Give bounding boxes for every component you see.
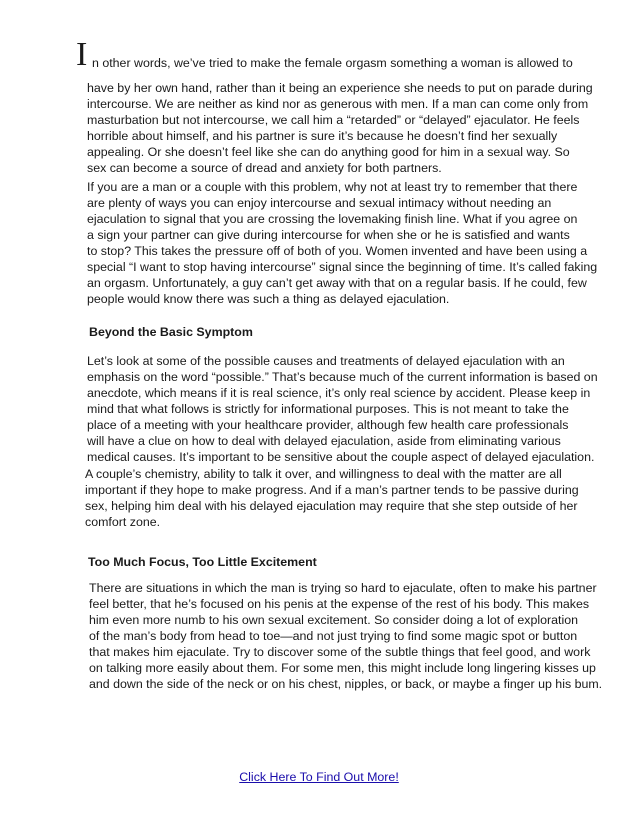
paragraph-line: people would know there was such a thing as delayed ejaculation. [87,292,450,306]
paragraph-line: masturbation but not intercourse, we call him a “retarded” or “delayed” ejaculator. He feels [87,113,580,127]
section-heading: Beyond the Basic Symptom [89,325,253,339]
paragraph-line: will have a clue on how to deal with delayed ejaculation, aside from eliminating various [87,434,561,448]
paragraph-line: to stop? This takes the pressure off of both of you. Women invented and have been using a [87,244,588,258]
paragraph-line: special “I want to stop having intercourse” signal since the beginning of time. It’s called faking [87,260,598,274]
paragraph-line: of the man’s body from head to toe—and not just trying to find some magic spot or button [89,629,578,643]
paragraph-line: and down the side of the neck or on his chest, nipples, or back, or maybe a finger up his bum. [89,677,603,691]
paragraph-line: an orgasm. Unfortunately, a guy can’t get away with that on a regular basis. If he could, few [87,276,587,290]
paragraph-line: medical causes. It’s important to be sensitive about the couple aspect of delayed ejaculation. [87,450,595,464]
paragraph-line: him even more numb to his own sexual excitement. So consider doing a lot of exploration [89,613,579,627]
paragraph-line: horrible about himself, and his partner is sure it’s because he doesn’t find her sexually [87,129,558,143]
paragraph-line: feel better, that he’s focused on his penis at the expense of the rest of his body. This makes [89,597,590,611]
paragraph-line: that makes him ejaculate. Try to discover some of the subtle things that feel good, and work [89,645,591,659]
paragraph-line: place of a meeting with your healthcare provider, although few health care professionals [87,418,569,432]
drop-cap: I [76,36,88,73]
intro-first-line: n other words, we’ve tried to make the female orgasm something a woman is allowed to [92,56,573,70]
paragraph-line: emphasis on the word “possible.” That’s because much of the current information is based on [87,370,598,384]
section-heading: Too Much Focus, Too Little Excitement [88,555,317,569]
paragraph-line: important if they hope to make progress. And if a man’s partner tends to be passive during [85,483,579,497]
paragraph-line: on talking more easily about them. For some men, this might include long lingering kisses up [89,661,596,675]
paragraph-line: a sign your partner can give during intercourse for when she or he is satisfied and wants [87,228,570,242]
paragraph-line: If you are a man or a couple with this problem, why not at least try to remember that there [87,180,578,194]
paragraph-line: appealing. Or she doesn’t feel like she can do anything good for him in a sexual way. So [87,145,570,159]
paragraph-line: ejaculation to signal that you are crossing the lovemaking finish line. What if you agree on [87,212,578,226]
find-out-more-link[interactable]: Click Here To Find Out More! [239,770,399,784]
paragraph-line: sex can become a source of dread and anxiety for both partners. [87,161,442,175]
paragraph-line: are plenty of ways you can enjoy intercourse and sexual intimacy without needing an [87,196,552,210]
paragraph-line: comfort zone. [85,515,161,529]
paragraph-line: A couple’s chemistry, ability to talk it over, and willingness to deal with the matter are all [85,467,562,481]
paragraph-line: have by her own hand, rather than it being an experience she needs to put on parade during [87,81,593,95]
paragraph-line: Let’s look at some of the possible causes and treatments of delayed ejaculation with an [87,354,565,368]
paragraph-line: anecdote, which means if it is real science, it’s only real science by accident. Please keep in [87,386,591,400]
paragraph-line: There are situations in which the man is trying so hard to ejaculate, often to make his partner [89,581,597,595]
paragraph-line: mind that what follows is strictly for informational purposes. This is not meant to take the [87,402,569,416]
paragraph-line: sex, helping him deal with his delayed ejaculation may require that she step outside of her [85,499,578,513]
paragraph-line: intercourse. We are neither as kind nor as generous with men. If a man can come only from [87,97,589,111]
